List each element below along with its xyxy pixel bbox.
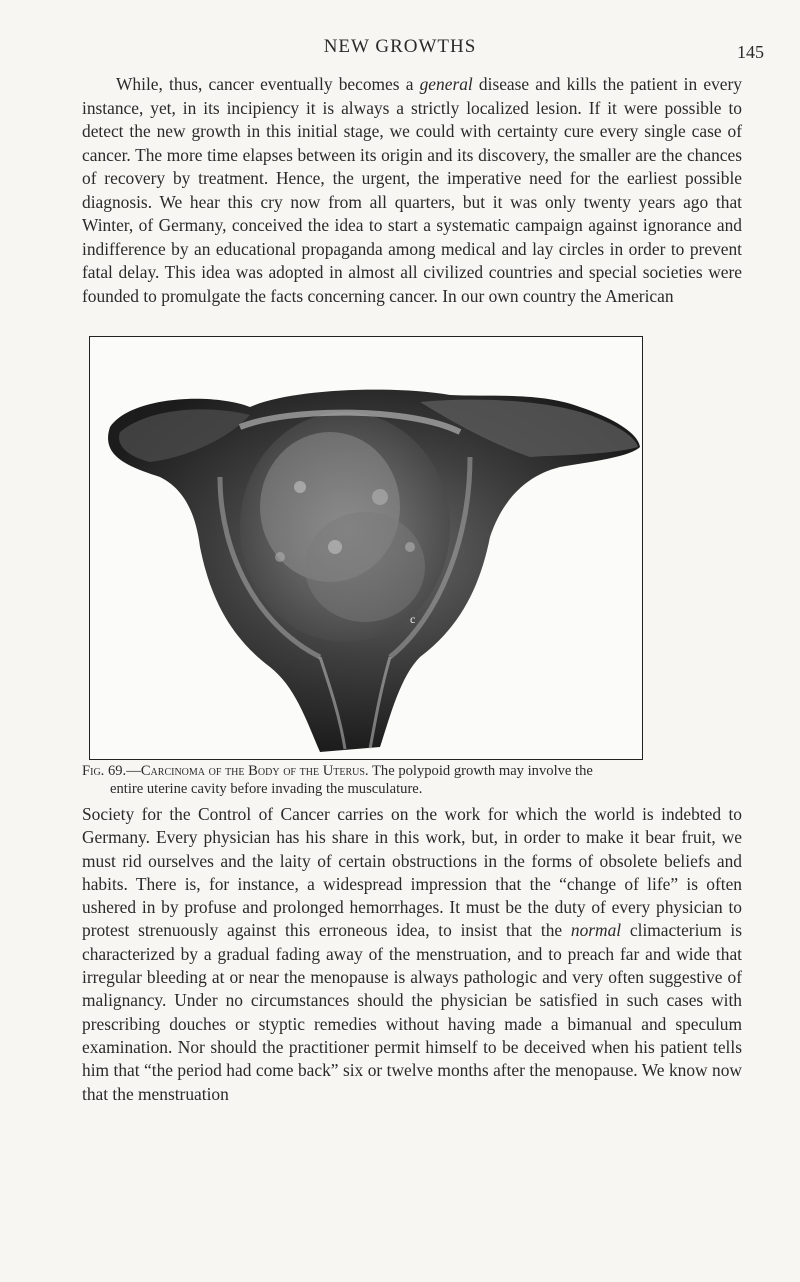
body-paragraph [82, 803, 742, 1106]
paragraph-text: While, thus, cancer eventually becomes a [116, 74, 420, 94]
emphasis-text: general [419, 74, 473, 94]
caption-text-continued: entire uterine cavity before invading the musculature. [110, 781, 423, 797]
image-label: c [410, 612, 416, 626]
running-head: NEW GROWTHS [323, 36, 477, 57]
caption-text: The polypoid growth may involve the [368, 763, 593, 779]
figure-photograph [89, 336, 643, 760]
emphasis-text: normal [570, 920, 622, 941]
body-paragraph [82, 73, 742, 308]
paragraph-text: Society for the Control of Cancer carries on the work for which the world is indebted to Germany. Every physician has his share in this work, but, in order to make it bear fruit, we must rid ourselves and the laity of certain obstructions in the forms of obsolete beliefs and habits. There is, for instance, a widespread impression that the “change of life” is often ushered in by profuse and prolonged hemorrhages. It must be the duty of every physician to protest strenuously against this erroneous idea, to insist that the [82, 804, 742, 941]
paragraph-text: climacterium is characterized by a gradual fading away of the menstruation, and to preach far and wide that irregular bleeding at or near the menopause is always pathologic and very often suggestive of malignancy. Under no circumstances should the physician be satisfied in such cases with prescribing douches or styptic remedies without having made a bimanual and speculum examination. Nor should the practitioner permit himself to be deceived when his patient tells him that “the period had come back” six or twelve months after the menopause. We know now that the menstruation [82, 920, 742, 1104]
figure-title: —Carcinoma of the Body of the Uterus. [126, 763, 369, 779]
uterus-specimen-image [90, 337, 642, 759]
figure-number: Fig. 69. [82, 763, 127, 779]
page-number: 145 [737, 42, 764, 62]
paragraph-text: disease and kills the patient in every instance, yet, in its incipiency it is always a strictly localized lesion. If it were possible to detect the new growth in this initial stage, we could with certainty cure every single case of cancer. The more time elapses between its origin and its discovery, the smaller are the chances of recovery by treatment. Hence, the urgent, the imperative need for the earliest possible diagnosis. We hear this cry now from all quarters, but it was only twenty years ago that Winter, of Germany, conceived the idea to start a systematic campaign against ignorance and indifference by an educational propaganda among medical and lay circles in order to prevent fatal delay. This idea was adopted in almost all civilized countries and special societies were founded to promulgate the facts concerning cancer. In our own country the American [82, 74, 742, 306]
figure-caption [82, 762, 742, 798]
